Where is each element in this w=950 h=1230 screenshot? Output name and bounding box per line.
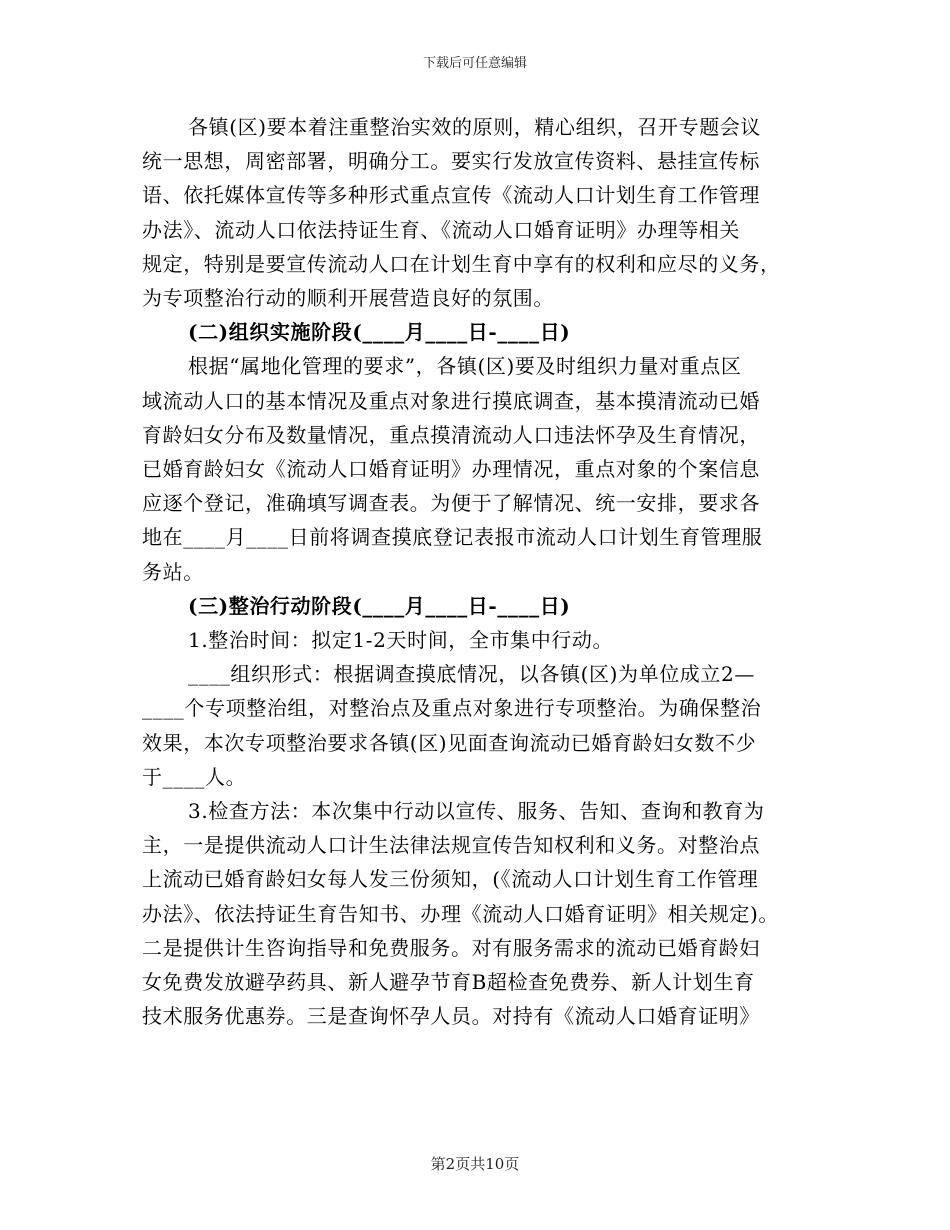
paragraph-line: 域流动人口的基本情况及重点对象进行摸底调查，基本摸清流动已婚 (142, 388, 760, 413)
paragraph-line: 应逐个登记，准确填写调查表。为便于了解情况、统一安排，要求各 (142, 491, 760, 516)
section-heading: (三)整治行动阶段(____月____日-____日) (188, 593, 571, 618)
paragraph-line: 效果，本次专项整治要求各镇(区)见面查询流动已婚育龄妇女数不少 (142, 730, 757, 755)
document-body (142, 110, 822, 1033)
page-footer: 第2页共10页 (430, 1155, 520, 1173)
paragraph-line: 根据“属地化管理的要求”，各镇(区)要及时组织力量对重点区 (188, 354, 742, 379)
paragraph-line: 统一思想，周密部署，明确分工。要实行发放宣传资料、悬挂宣传标 (142, 149, 760, 174)
paragraph-line: 务站。 (142, 559, 204, 584)
paragraph-line: 育龄妇女分布及数量情况，重点摸清流动人口违法怀孕及生育情况， (142, 422, 760, 447)
paragraph-line: 二是提供计生咨询指导和免费服务。对有服务需求的流动已婚育龄妇 (142, 935, 760, 960)
paragraph-line: 规定，特别是要宣传流动人口在计划生育中享有的权利和应尽的义务， (142, 251, 781, 276)
paragraph-line: 上流动已婚育龄妇女每人发三份须知，(《流动人口计划生育工作管理 (142, 867, 759, 892)
paragraph-line: 于____人。 (142, 764, 247, 789)
paragraph-line: 办法》、依法持证生育告知书、办理《流动人口婚育证明》相关规定)。 (142, 901, 780, 926)
section-heading: (二)组织实施阶段(____月____日-____日) (188, 320, 571, 345)
paragraph-line: 1.整治时间：拟定1-2天时间，全市集中行动。 (188, 628, 614, 653)
paragraph-line: 地在____月____日前将调查摸底登记表报市流动人口计划生育管理服 (142, 525, 763, 550)
page-header: 下载后可任意编辑 (422, 56, 527, 71)
paragraph-line: ____组织形式：根据调查摸底情况，以各镇(区)为单位成立2— (188, 662, 755, 687)
paragraph-line: 女免费发放避孕药具、新人避孕节育B超检查免费券、新人计划生育 (142, 970, 755, 995)
paragraph-line: 3.检查方法：本次集中行动以宣传、服务、告知、查询和教育为 (188, 799, 765, 824)
paragraph-line: 语、依托媒体宣传等多种形式重点宣传《流动人口计划生育工作管理 (142, 183, 760, 208)
paragraph-line: 已婚育龄妇女《流动人口婚育证明》办理情况，重点对象的个案信息 (142, 457, 760, 482)
paragraph-line: 为专项整治行动的顺利开展营造良好的氛围。 (142, 286, 554, 311)
paragraph-line: ____个专项整治组，对整治点及重点对象进行专项整治。为确保整治 (142, 696, 762, 721)
paragraph-line: 主，一是提供流动人口计生法律法规宣传告知权利和义务。对整治点 (142, 833, 760, 858)
paragraph-line: 技术服务优惠券。三是查询怀孕人员。对持有《流动人口婚育证明》 (142, 1004, 760, 1029)
paragraph-line: 各镇(区)要本着注重整治实效的原则，精心组织，召开专题会议 (188, 115, 762, 139)
paragraph-line: 办法》、流动人口依法持证生育、《流动人口婚育证明》办理等相关 (142, 217, 740, 242)
